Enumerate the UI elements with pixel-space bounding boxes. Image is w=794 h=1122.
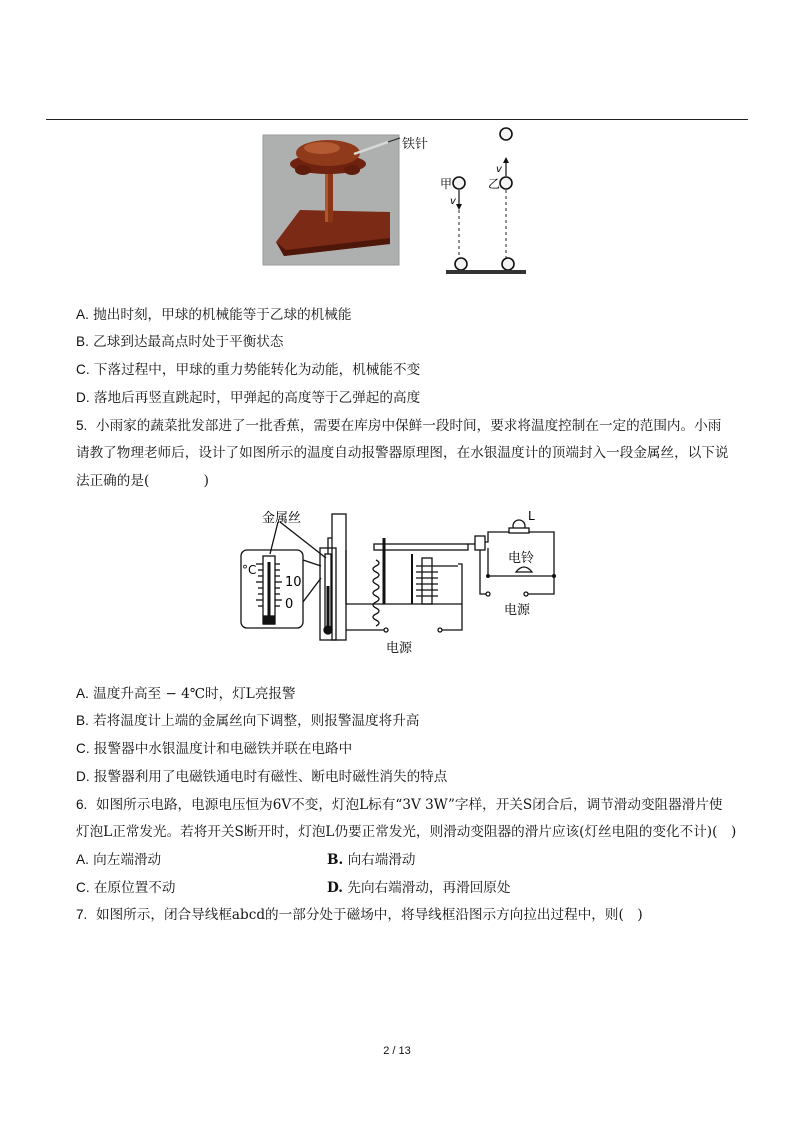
q6-option-b: B. 向右端滑动 bbox=[327, 852, 416, 868]
q4-option-c: C. 下落过程中，甲球的重力势能转化为动能，机械能不变 bbox=[76, 362, 421, 378]
needle-stand-figure bbox=[262, 132, 432, 268]
ball-a-label: 甲 bbox=[440, 177, 453, 191]
q5-stem-line1: 5. 小雨家的蔬菜批发部进了一批香蕉，需要在库房中保鲜一段时间，要求将温度控制在一定的范围内。小雨 bbox=[76, 418, 722, 434]
needle-label: 铁针 bbox=[402, 137, 429, 152]
q5-stem-line3: 法正确的是( ) bbox=[76, 473, 209, 489]
q6-option-c: C. 在原位置不动 bbox=[76, 880, 176, 896]
q4-option-d: D. 落地后再竖直跳起时，甲弹起的高度等于乙弹起的高度 bbox=[76, 390, 421, 406]
q6-option-a: A. 向左端滑动 bbox=[76, 852, 162, 868]
temperature-alarm-figure bbox=[236, 502, 566, 664]
q6-option-d: D. 先向右端滑动，再滑回原处 bbox=[327, 880, 511, 896]
q5-option-a: A. 温度升高至 − 4℃时，灯L亮报警 bbox=[76, 686, 296, 702]
scale-top-label: 10 bbox=[285, 575, 302, 590]
ball-b-label: 乙 bbox=[488, 177, 501, 191]
q5-stem-line2: 请教了物理老师后，设计了如图所示的温度自动报警器原理图，在水银温度计的顶端封入一段金属丝，以下说 bbox=[76, 445, 729, 461]
q5-option-c: C. 报警器中水银温度计和电磁铁并联在电路中 bbox=[76, 741, 353, 757]
velocity-a-label: v bbox=[450, 196, 456, 207]
metal-wire-label: 金属丝 bbox=[262, 511, 302, 526]
q7-stem-line1: 7. 如图所示，闭合导线框abcd的一部分处于磁场中，将导线框沿图示方向拉出过程中，则( ) bbox=[76, 907, 643, 923]
lamp-label: L bbox=[528, 509, 535, 523]
q5-option-b: B. 若将温度计上端的金属丝向下调整，则报警温度将升高 bbox=[76, 713, 420, 729]
celsius-label: °C bbox=[242, 563, 257, 577]
header-rule bbox=[46, 119, 748, 120]
page-number: 2 / 13 bbox=[383, 1045, 411, 1057]
q5-option-d: D. 报警器利用了电磁铁通电时有磁性、断电时磁性消失的特点 bbox=[76, 769, 448, 785]
q4-option-a: A. 抛出时刻，甲球的机械能等于乙球的机械能 bbox=[76, 307, 352, 323]
velocity-b-label: v bbox=[496, 164, 502, 175]
q6-stem-line1: 6. 如图所示电路，电源电压恒为6V不变，灯泡L标有“3V 3W”字样，开关S闭合后，调节滑动变阻器滑片使 bbox=[76, 797, 723, 813]
power-source-right-label: 电源 bbox=[504, 603, 531, 618]
q4-option-b: B. 乙球到达最高点时处于平衡状态 bbox=[76, 334, 284, 350]
q6-stem-line2: 灯泡L正常发光。若将开关S断开时，灯泡L仍要正常发光，则滑动变阻器的滑片应该(灯丝电阻的变化不计)( ) bbox=[76, 824, 737, 840]
scale-zero-label: 0 bbox=[285, 597, 294, 612]
power-source-bottom-label: 电源 bbox=[386, 641, 413, 656]
balls-figure bbox=[438, 124, 538, 280]
bell-label: 电铃 bbox=[508, 551, 535, 566]
